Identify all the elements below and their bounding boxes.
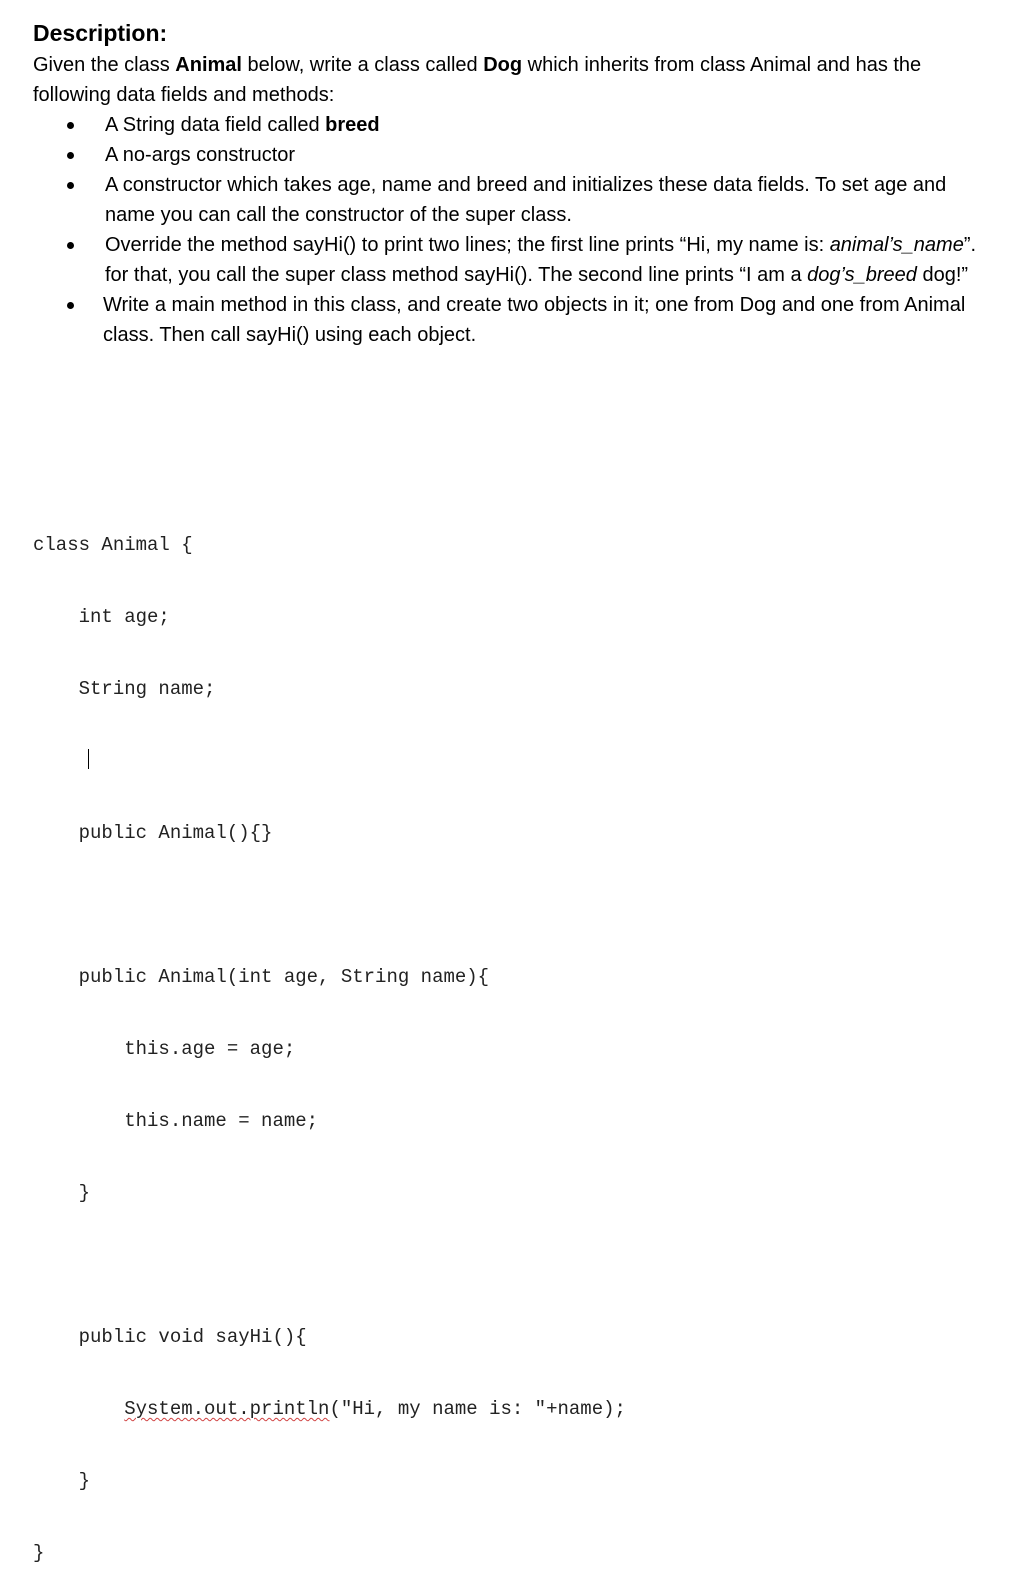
bullet-italic-dog-breed: dog’s_breed xyxy=(807,264,917,286)
bullet-text: Override the method sayHi() to print two lines; the first line prints “Hi, my name is: xyxy=(105,234,830,256)
code-block xyxy=(33,485,626,1589)
requirements-list xyxy=(33,110,993,350)
code-line: this.age = age; xyxy=(33,1038,296,1060)
code-line: int age; xyxy=(33,606,170,628)
list-item xyxy=(33,110,993,140)
bullet-dot-icon xyxy=(67,182,74,189)
bullet-italic-animal-name: animal’s_name xyxy=(829,234,964,256)
code-line-blank xyxy=(33,1253,626,1277)
bullet-text: A no-args constructor xyxy=(105,144,296,166)
code-line-caret xyxy=(33,749,626,773)
bullet-dot-icon xyxy=(67,122,74,129)
list-item xyxy=(33,290,993,350)
bullet-dot-icon xyxy=(67,242,74,249)
code-line: String name; xyxy=(33,678,216,700)
list-item xyxy=(33,230,993,290)
list-item xyxy=(33,170,993,230)
bullet-text: dog!” xyxy=(916,264,969,286)
list-item xyxy=(33,140,993,170)
bullet-text: A constructor which takes age, name and breed and initializes these data fields. To set age and name you can call the constructor of the super class. xyxy=(105,174,947,226)
intro-bold-animal: Animal xyxy=(175,54,242,76)
bullet-dot-icon xyxy=(67,302,74,309)
code-line: public void sayHi(){ xyxy=(33,1326,307,1348)
code-indent xyxy=(33,1398,124,1420)
description-section xyxy=(33,16,993,350)
code-line: this.name = name; xyxy=(33,1110,319,1132)
bullet-text: ”. for that, you call the super class method sayHi(). The second line prints “I am a xyxy=(105,234,977,286)
code-line: } xyxy=(33,1542,45,1564)
code-line xyxy=(33,1397,626,1421)
intro-bold-dog: Dog xyxy=(483,54,523,76)
bullet-text: A String data field called xyxy=(105,114,326,136)
code-line: public Animal(int age, String name){ xyxy=(33,966,490,988)
code-line: class Animal { xyxy=(33,534,193,556)
code-text: ("Hi, my name is: "+name); xyxy=(329,1398,626,1420)
code-line: } xyxy=(33,1470,91,1492)
bullet-dot-icon xyxy=(67,152,74,159)
intro-text-1: Given the class xyxy=(33,54,176,76)
code-line-blank xyxy=(33,893,626,917)
code-line: public Animal(){} xyxy=(33,822,273,844)
bullet-bold-breed: breed xyxy=(325,114,380,136)
intro-paragraph xyxy=(33,50,993,110)
bullet-text: Write a main method in this class, and create two objects in it; one from Dog and one from Animal class. Then call sayHi() using each object. xyxy=(103,294,966,346)
text-cursor xyxy=(88,749,89,769)
description-heading: Description: xyxy=(33,20,168,46)
code-line: } xyxy=(33,1182,91,1204)
intro-text-2: below, write a class called xyxy=(241,54,484,76)
spellcheck-underlined-text: System.out.println xyxy=(124,1398,330,1420)
intro-text-3: which inherits from class Animal and has the following data fields and methods: xyxy=(33,54,922,106)
